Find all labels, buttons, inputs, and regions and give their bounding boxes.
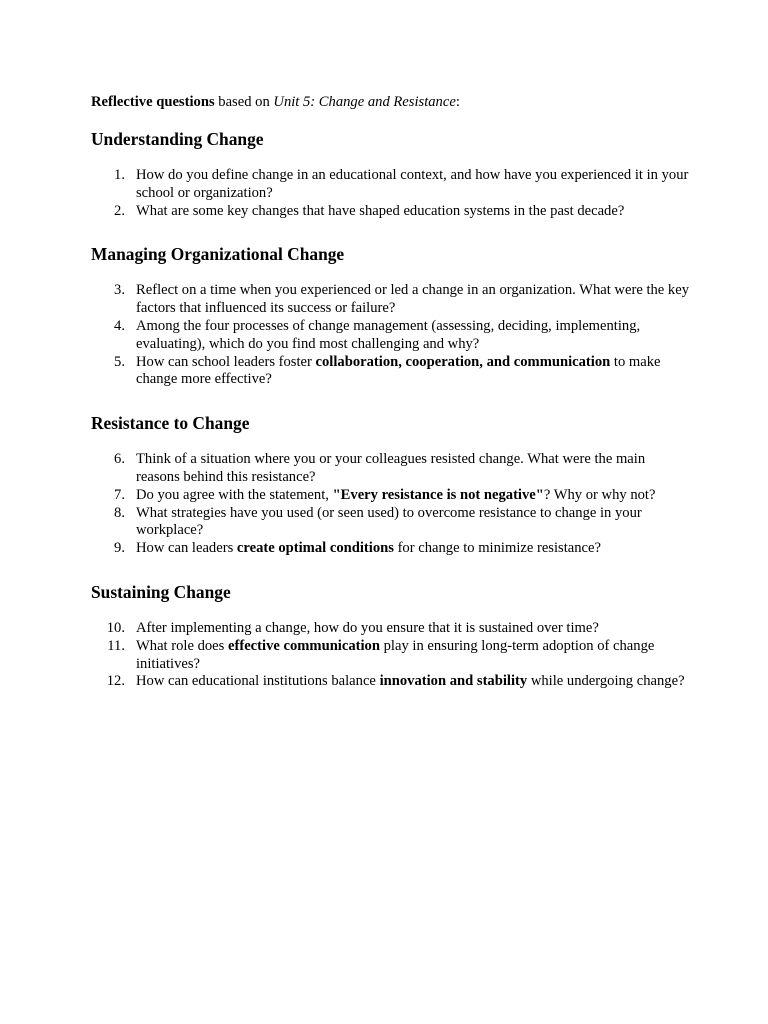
document-page: [91, 93, 691, 714]
question-item: [91, 487, 691, 505]
intro-text-2: :: [455, 94, 460, 110]
question-item: [91, 203, 691, 221]
question-item: [91, 638, 691, 674]
question-emphasis: effective communication: [228, 637, 380, 654]
question-number: 4.: [114, 317, 125, 334]
question-item: [91, 673, 691, 691]
question-text: while undergoing change?: [527, 673, 685, 690]
question-text: What strategies have you used (or seen used) to overcome resistance to change in your workplace?: [136, 504, 642, 539]
intro-line: [91, 93, 691, 111]
question-item: [91, 505, 691, 541]
question-list: [91, 167, 691, 220]
question-text: to make change more effective?: [136, 353, 661, 388]
question-number: 7.: [114, 486, 125, 503]
question-text: How do you define change in an educational context, and how have you experienced it in your school or organization?: [136, 167, 689, 201]
section-heading: Managing Organizational Change: [91, 244, 345, 265]
question-emphasis: "Every resistance is not negative": [332, 486, 544, 503]
question-number: 12.: [106, 673, 125, 690]
question-number: 5.: [114, 353, 125, 370]
question-text: ? Why or why not?: [543, 486, 656, 503]
question-emphasis: collaboration, cooperation, and communication: [315, 353, 611, 370]
question-number: 8.: [114, 504, 125, 521]
intro-text-1: based on: [214, 94, 274, 110]
question-text: Among the four processes of change management (assessing, deciding, implementing, evaluating), which do you find most challenging and why?: [136, 317, 641, 352]
question-list: [91, 282, 691, 389]
question-text: How can leaders: [136, 540, 237, 557]
question-list: [91, 620, 691, 691]
question-number: 1.: [114, 167, 125, 183]
question-text: How can educational institutions balance: [136, 673, 380, 690]
question-item: [91, 167, 691, 203]
question-text: Do you agree with the statement,: [136, 486, 333, 503]
section-heading: Understanding Change: [91, 129, 264, 149]
question-text: Think of a situation where you or your colleagues resisted change. What were the main reasons behind this resistance?: [136, 451, 646, 485]
intro-bold: Reflective questions: [91, 94, 215, 110]
question-number: 2.: [114, 202, 125, 219]
question-item: [91, 540, 691, 558]
question-item: [91, 620, 691, 638]
question-text: What are some key changes that have shaped education systems in the past decade?: [136, 202, 625, 219]
question-number: 9.: [114, 540, 125, 557]
section-heading: Sustaining Change: [91, 581, 231, 602]
sections-container: [91, 128, 691, 691]
question-item: [91, 451, 691, 487]
question-item: [91, 354, 691, 390]
question-number: 6.: [114, 451, 125, 468]
question-emphasis: create optimal conditions: [236, 540, 394, 557]
question-item: [91, 282, 691, 318]
question-text: for change to minimize resistance?: [393, 540, 601, 557]
question-number: 11.: [107, 637, 125, 654]
section-heading: Resistance to Change: [91, 413, 250, 434]
intro-unit-title: Unit 5: Change and Resistance: [273, 94, 456, 110]
question-text: What role does: [136, 637, 228, 654]
question-text: After implementing a change, how do you ensure that it is sustained over time?: [136, 619, 599, 636]
question-text: play in ensuring long-term adoption of change initiatives?: [136, 637, 655, 672]
question-number: 10.: [106, 619, 125, 636]
question-text: Reflect on a time when you experienced or led a change in an organization. What were the key factors that influenced its success or failure?: [136, 282, 689, 317]
question-list: [91, 451, 691, 558]
question-number: 3.: [114, 282, 125, 299]
question-text: How can school leaders foster: [136, 353, 316, 370]
question-item: [91, 318, 691, 354]
question-emphasis: innovation and stability: [379, 673, 528, 690]
